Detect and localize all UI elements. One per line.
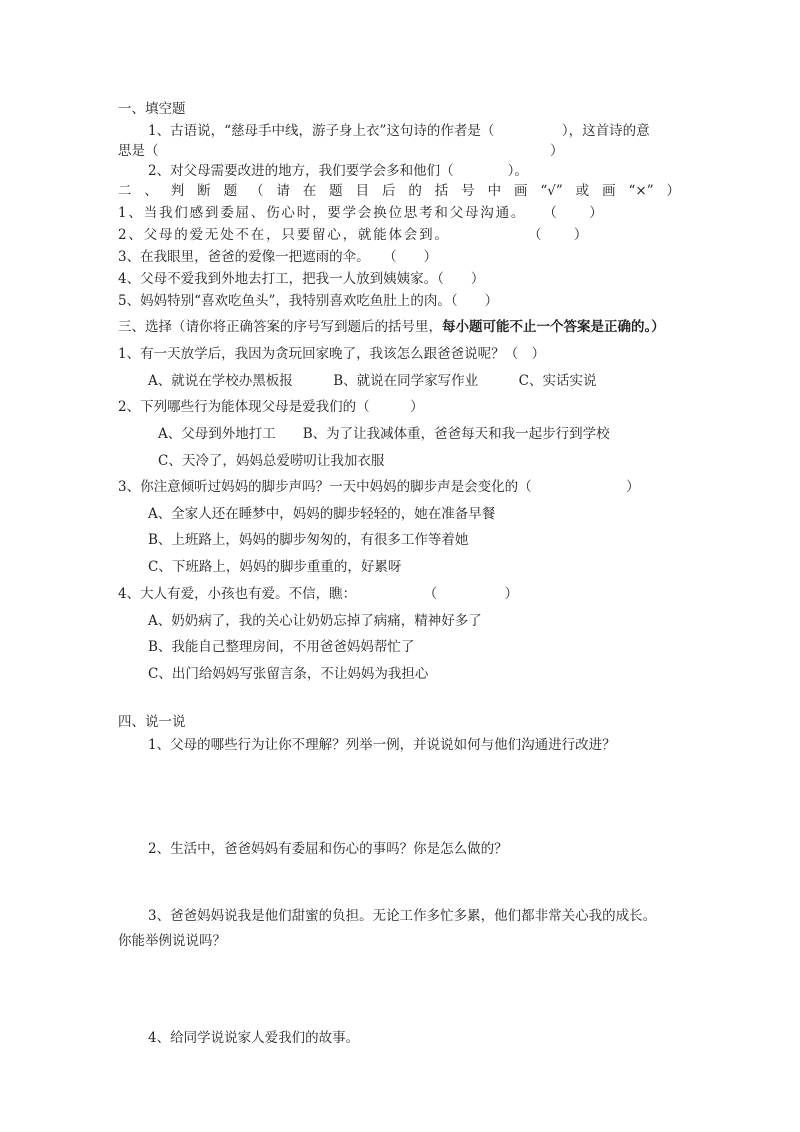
choice-question-4: 4、大人有爱，小孩也有爱。不信，瞧： （ ） [118, 586, 519, 602]
judge-item: 4、父母不爱我到外地去打工，把我一人放到姨姨家。（ ） [118, 271, 485, 287]
fill-question-2: 2、对父母需要改进的地方，我们要学会多和他们（ ）。 [148, 163, 528, 179]
choice-question-3: 3、你注意倾听过妈妈的脚步声吗？一天中妈妈的脚步声是会变化的（ ） [118, 479, 640, 495]
discussion-item: 3、爸爸妈妈说我是他们甜蜜的负担。无论工作多忙多累，他们都非常关心我的成长。 [148, 908, 657, 924]
judge-item: 1、当我们感到委屈、伤心时，要学会换位思考和父母沟通。 （ ） [118, 205, 605, 221]
choice-question-2: 2、下列哪些行为能体现父母是爱我们的（ ） [118, 399, 424, 415]
section-2-title: 二、判断题（请在题目后的括号中画“√”或画“×”） [118, 183, 680, 199]
choice-question-2-options-ab: A、父母到外地打工 B、为了让我减体重，爸爸每天和我一起步行到学校 [158, 426, 610, 442]
choice-question-1: 1、有一天放学后，我因为贪玩回家晚了，我该怎么跟爸爸说呢？（ ） [118, 346, 546, 362]
section-1-title: 一、填空题 [118, 101, 186, 117]
choice-option: A、奶奶病了，我的关心让奶奶忘掉了病痛，精神好多了 [148, 613, 482, 629]
discussion-item: 4、给同学说说家人爱我们的故事。 [148, 1030, 360, 1046]
choice-question-2-option-c: C、天冷了，妈妈总爱唠叨让我加衣服 [158, 453, 385, 469]
fill-question-1: 1、古语说，“慈母手中线，游子身上衣”这句诗的作者是（ ），这首诗的意 [148, 123, 650, 139]
section-4-title: 四、说一说 [118, 714, 186, 730]
judge-item: 3、在我眼里，爸爸的爱像一把遮雨的伞。 （ ） [118, 249, 438, 265]
choice-option: C、下班路上，妈妈的脚步重重的，好累呀 [148, 559, 402, 575]
judge-item: 5、妈妈特别“喜欢吃鱼头”，我特别喜欢吃鱼肚上的肉。（ ） [118, 293, 499, 309]
discussion-item: 2、生活中，爸爸妈妈有委屈和伤心的事吗？你是怎么做的？ [148, 841, 508, 857]
choice-option: A、全家人还在睡梦中，妈妈的脚步轻轻的，她在准备早餐 [148, 506, 496, 522]
choice-option: B、我能自己整理房间，不用爸爸妈妈帮忙了 [148, 639, 415, 655]
section-3-title [118, 318, 665, 336]
discussion-item-continued: 你能举例说说吗？ [118, 933, 226, 949]
discussion-item: 1、父母的哪些行为让你不理解？列举一例，并说说如何与他们沟通进行改进？ [148, 737, 616, 753]
choice-option: B、上班路上，妈妈的脚步匆匆的，有很多工作等着她 [148, 532, 469, 548]
section-3-title-note: 每小题可能不止一个答案是正确的。） [442, 319, 665, 335]
choice-question-1-options: A、就说在学校办黑板报 B、就说在同学家写作业 C、实话实说 [148, 373, 597, 389]
fill-question-1-continued: 思是（ ） [118, 143, 564, 159]
judge-item: 2、父母的爱无处不在，只要留心，就能体会到。 （ ） [118, 227, 590, 243]
section-3-title-text: 三、选择（请你将正确答案的序号写到题后的括号里， [118, 319, 442, 335]
choice-option: C、出门给妈妈写张留言条，不让妈妈为我担心 [148, 666, 429, 682]
